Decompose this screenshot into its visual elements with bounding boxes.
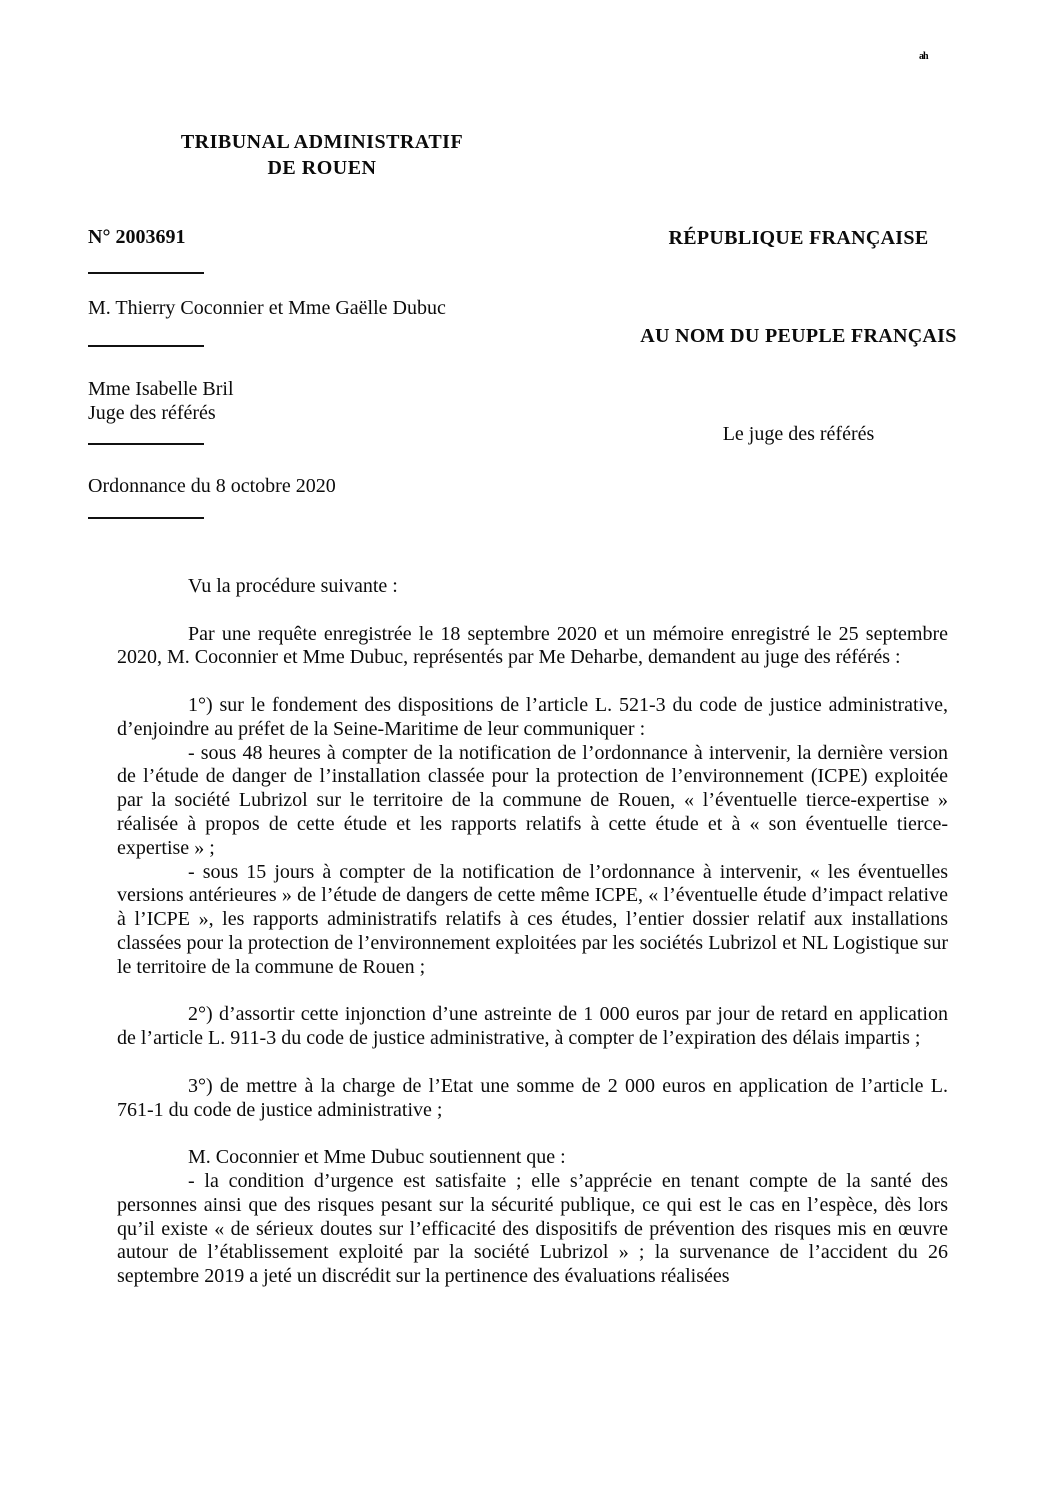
divider-rule: [88, 517, 204, 519]
judge-title: Juge des référés: [88, 402, 216, 424]
judge-label: Le juge des référés: [722, 423, 875, 445]
body-paragraph-demand-1: 1°) sur le fondement des dispositions de l’article L. 521-3 du code de justice administrative, d’enjoindre au préfet de la Seine-Maritime de leur communiquer :: [117, 693, 948, 740]
body-paragraph-request: Par une requête enregistrée le 18 septembre 2020 et un mémoire enregistré le 25 septembre 2020, M. Coconnier et Mme Dubuc, représentés par Me Deharbe, demandent au juge des référés :: [117, 622, 948, 669]
court-name-line1: TRIBUNAL ADMINISTRATIF: [180, 131, 464, 153]
document-body: [117, 575, 948, 1289]
body-paragraph-demand-1-item-15j: - sous 15 jours à compter de la notification de l’ordonnance à intervenir, « les éventuelles versions antérieures » de l’étude de dangers de cette même ICPE, « l’éventuelle étude d’impact relative à l’ICPE », les rapports administratifs relatifs à ces études, l’entier dossier relatif aux installations classées pour la protection de l’environnement exploitées par les sociétés Lubrizol et NL Logistique sur le territoire de la commune de Rouen ;: [117, 860, 948, 978]
divider-rule: [88, 345, 204, 347]
body-paragraph-intro: Vu la procédure suivante :: [188, 575, 398, 597]
parties-names: M. Thierry Coconnier et Mme Gaëlle Dubuc: [88, 297, 446, 319]
divider-rule: [88, 272, 204, 274]
body-paragraph-demand-2: 2°) d’assortir cette injonction d’une astreinte de 1 000 euros par jour de retard en application de l’article L. 911-3 du code de justice administrative, à compter de l’expiration des délais impartis ;: [117, 1003, 948, 1050]
body-paragraph-argument-urgence: - la condition d’urgence est satisfaite ; elle s’apprécie en tenant compte de la santé des personnes ainsi que des risques pesant sur la sécurité publique, ce qui est le cas en l’espèce, dès lors qu’il existe « de sérieux doutes sur l’efficacité des dispositifs de prévention des risques mis en œuvre autour de l’établissement exploité par la société Lubrizol » ; la survenance de l’accident du 26 septembre 2019 a jeté un discrédit sur la pertinence des évaluations réalisées: [117, 1169, 948, 1288]
divider-rule: [88, 443, 204, 445]
court-name-heading: [151, 129, 493, 181]
body-paragraph-demand-3: 3°) de mettre à la charge de l’Etat une somme de 2 000 euros en application de l’article L. 761-1 du code de justice administrative ;: [117, 1074, 948, 1121]
judge-name: Mme Isabelle Bril: [88, 378, 234, 400]
peuple-francais-heading: AU NOM DU PEUPLE FRANÇAIS: [640, 325, 957, 347]
case-number: N° 2003691: [88, 226, 186, 248]
scan-artifact: ah: [919, 51, 928, 62]
order-date: Ordonnance du 8 octobre 2020: [88, 475, 336, 497]
body-paragraph-arguments-intro: M. Coconnier et Mme Dubuc soutiennent que :: [188, 1146, 566, 1169]
court-name-line2: DE ROUEN: [267, 157, 377, 179]
body-paragraph-demand-1-item-48h: - sous 48 heures à compter de la notification de l’ordonnance à intervenir, la dernière version de l’étude de danger de l’installation classée pour la protection de l’environnement (ICPE) exploitée par la société Lubrizol sur le territoire de la commune de Rouen, « l’éventuelle tierce-expertise » réalisée à propos de cette étude et les rapports relatifs à cette étude et à « son éventuelle tierce-expertise » ;: [117, 741, 948, 859]
republic-heading: RÉPUBLIQUE FRANÇAISE: [668, 227, 929, 249]
